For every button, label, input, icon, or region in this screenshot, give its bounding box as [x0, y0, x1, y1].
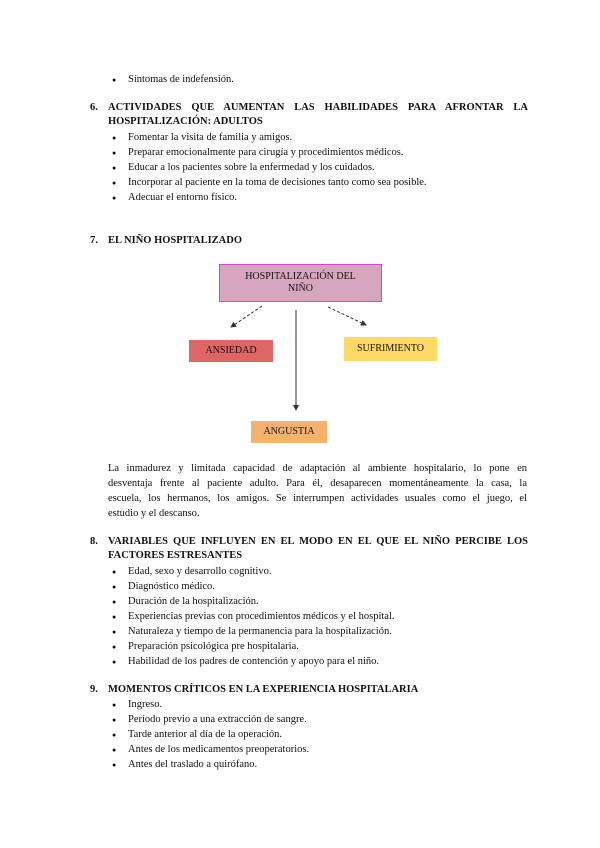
list-item: ● Ingreso. — [128, 698, 162, 712]
list-item: ● Incorporar al paciente en la toma de decisiones tanto como sea posible. — [128, 176, 427, 190]
list-item: ● Antes de los medicamentos preoperatorios. — [128, 743, 309, 757]
list-item: ● Tarde anterior al día de la operación. — [128, 728, 282, 742]
list-item: ● Preparación psicológica pre hospitalaria. — [128, 640, 299, 654]
section-title: MOMENTOS CRÍTICOS EN LA EXPERIENCIA HOSPITALARIA — [108, 684, 419, 695]
list-item: ● Síntomas de indefensión. — [128, 73, 234, 87]
paragraph-line: La inmadurez y limitada capacidad de adaptación al ambiente hospitalario, lo pone en — [108, 463, 527, 474]
list-item: ● Edad, sexo y desarrollo cognitivo. — [128, 565, 271, 579]
arrow-to-sufrimiento — [328, 307, 366, 325]
arrow-to-ansiedad — [231, 306, 262, 327]
section-number: 8. — [90, 536, 98, 547]
paragraph-line: desventaja frente al paciente adulto. Para él, desaparecen momentáneamente la casa, la — [108, 478, 527, 489]
list-item: ● Naturaleza y tiempo de la permanencia para la hospitalización. — [128, 625, 392, 639]
center-line2: NIÑO — [287, 283, 313, 294]
list-item: ● Experiencias previas con procedimientos médicos y el hospital. — [128, 610, 395, 624]
diagram-sufrimiento-box: SUFRIMIENTO — [344, 337, 437, 361]
list-item: ● Fomentar la visita de familia y amigos. — [128, 131, 292, 145]
section-8-title-line1: VARIABLES QUE INFLUYEN EN EL MODO EN EL QUE EL NIÑO PERCIBE LOS — [108, 536, 528, 547]
list-item: ● Diagnóstico médico. — [128, 580, 215, 594]
list-item: ● Preparar emocionalmente para cirugía y procedimientos médicos. — [128, 146, 404, 160]
section-6-title-line1: ACTIVIDADES QUE AUMENTAN LAS HABILIDADES PARA AFRONTAR LA — [108, 102, 528, 113]
list-item: ● Adecuar el entorno físico. — [128, 191, 237, 205]
diagram-angustia-box: ANGUSTIA — [251, 421, 327, 443]
section-number: 6. — [90, 102, 98, 113]
diagram-ansiedad-box: ANSIEDAD — [189, 340, 273, 362]
paragraph-line: escuela, los hermanos, los amigos. Se interrumpen actividades usuales como el juego, el — [108, 493, 527, 504]
list-item: ● Duración de la hospitalización. — [128, 595, 259, 609]
section-8-title-line2: FACTORES ESTRESANTES — [108, 550, 243, 561]
center-line1: HOSPITALIZACIÓN DEL — [245, 271, 356, 282]
list-item: ● Educar a los pacientes sobre la enfermedad y los cuidados. — [128, 161, 375, 175]
section-number: 9. — [90, 684, 98, 695]
section-number: 7. — [90, 235, 98, 246]
section-title: EL NIÑO HOSPITALIZADO — [108, 235, 243, 246]
section-6-title-line2: HOSPITALIZACIÓN: ADULTOS — [108, 116, 263, 127]
list-item: ● Habilidad de los padres de contención y apoyo para el niño. — [128, 655, 379, 669]
list-item: ● Período previo a una extracción de sangre. — [128, 713, 307, 727]
diagram-center-box — [219, 264, 382, 302]
paragraph-line: estudio y el descanso. — [108, 508, 200, 519]
list-item: ● Antes del traslado a quirófano. — [128, 758, 257, 772]
